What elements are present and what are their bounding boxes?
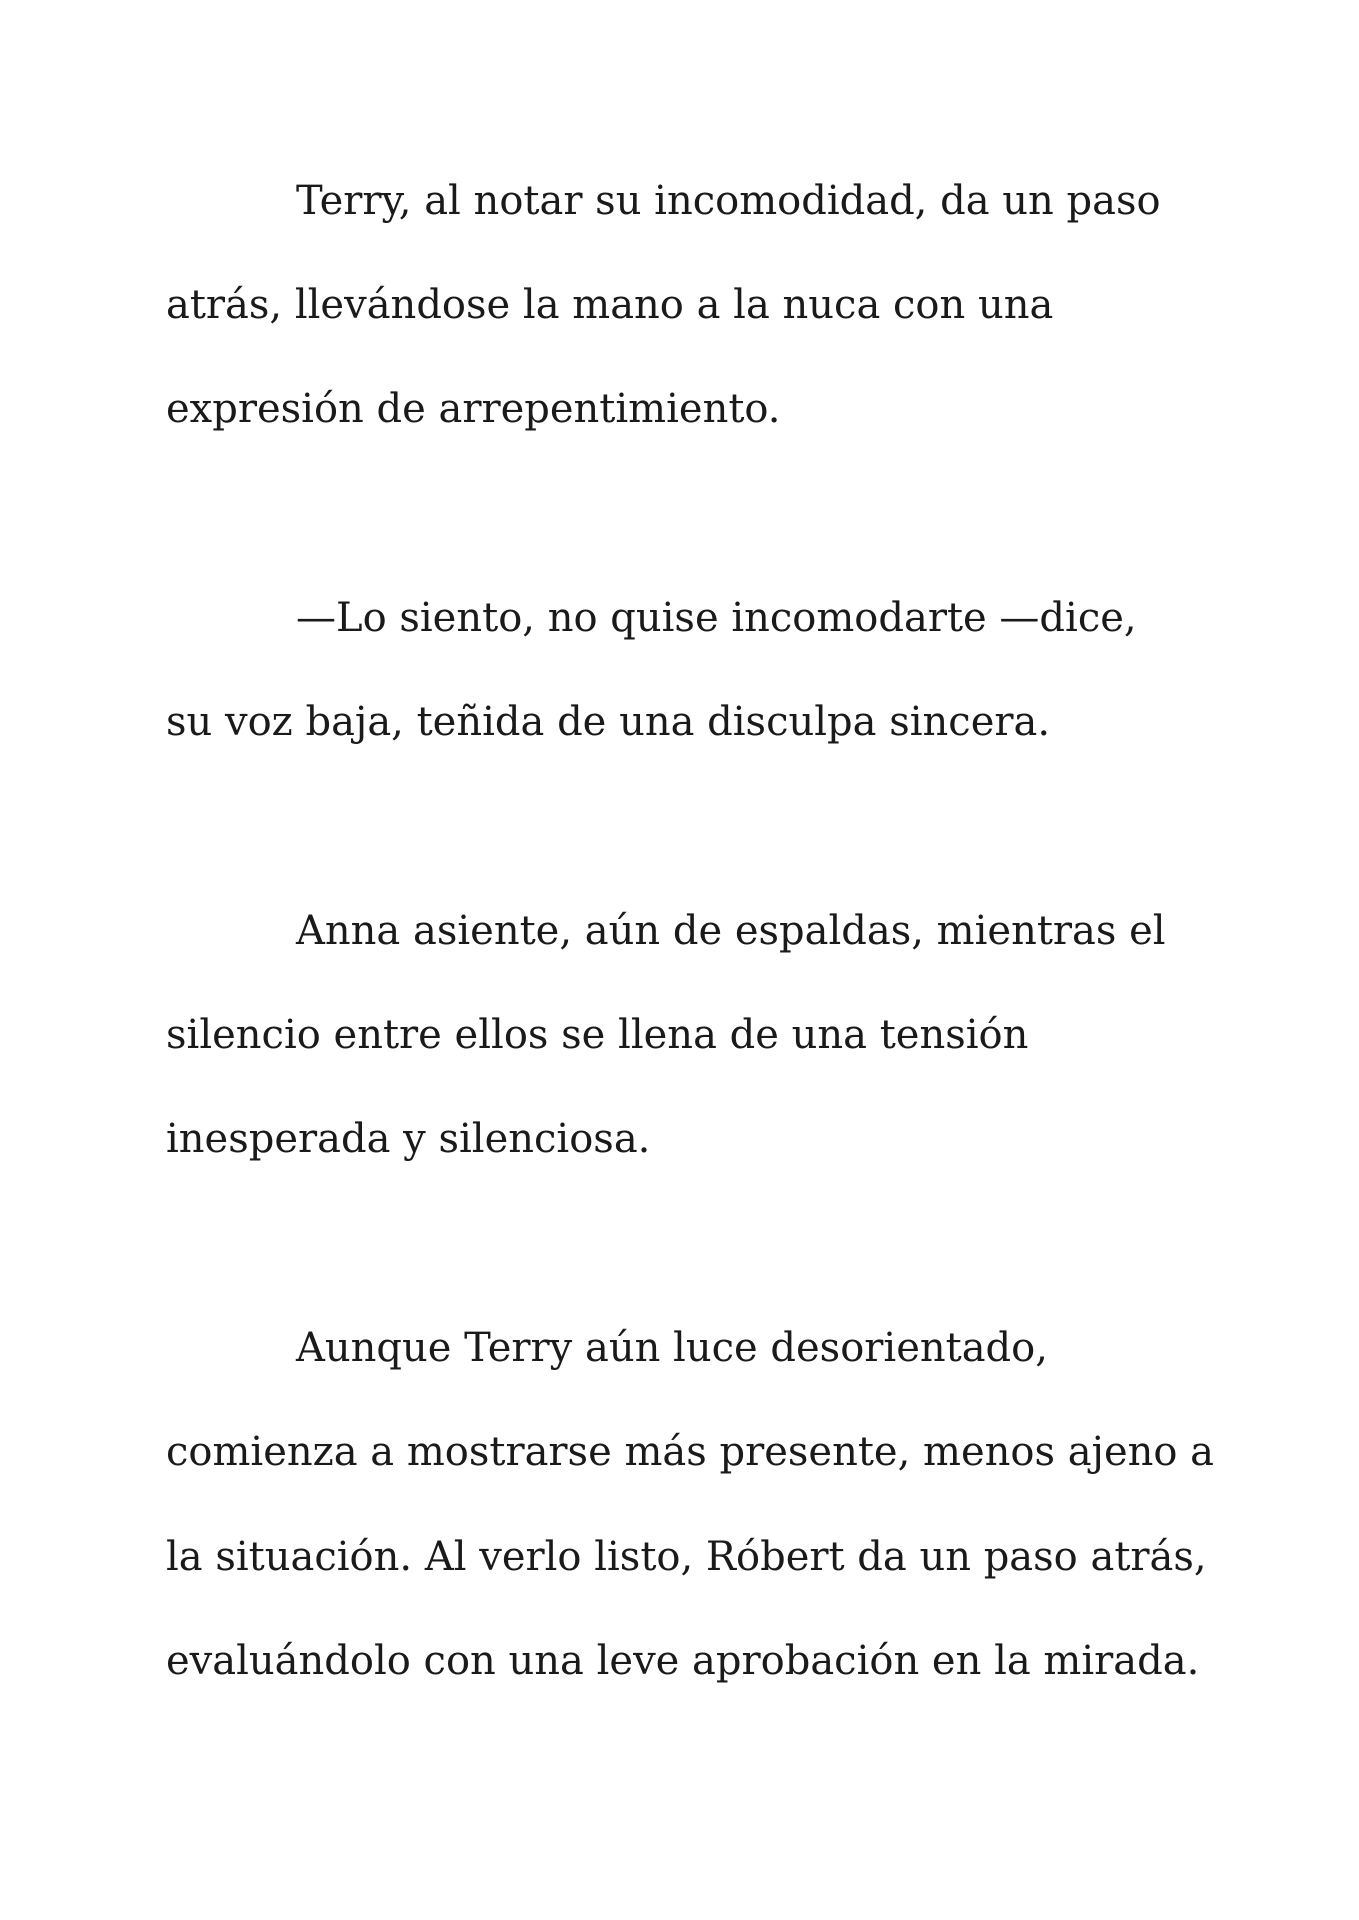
- paragraph-1-line-1: Terry, al notar su incomodidad, da un paso: [296, 178, 1161, 224]
- paragraph-2-line-2: su voz baja, teñida de una disculpa sincera.: [166, 699, 1051, 745]
- paragraph-3-line-2: silencio entre ellos se llena de una tensión: [166, 1012, 1029, 1058]
- paragraph-4-line-3: la situación. Al verlo listo, Róbert da un paso atrás,: [166, 1534, 1207, 1580]
- paragraph-3-line-3: inesperada y silenciosa.: [166, 1116, 651, 1162]
- paragraph-3-line-1: Anna asiente, aún de espaldas, mientras el: [296, 908, 1166, 954]
- paragraph-1-line-3: expresión de arrepentimiento.: [166, 386, 781, 432]
- paragraph-2-line-1: —Lo siento, no quise incomodarte —dice,: [296, 595, 1137, 641]
- paragraph-4-line-2: comienza a mostrarse más presente, menos ajeno a: [166, 1429, 1215, 1475]
- paragraph-4-line-1: Aunque Terry aún luce desorientado,: [296, 1325, 1048, 1371]
- paragraph-4-line-4: evaluándolo con una leve aprobación en la mirada.: [166, 1638, 1200, 1684]
- paragraph-1-line-2: atrás, llevándose la mano a la nuca con una: [166, 282, 1054, 328]
